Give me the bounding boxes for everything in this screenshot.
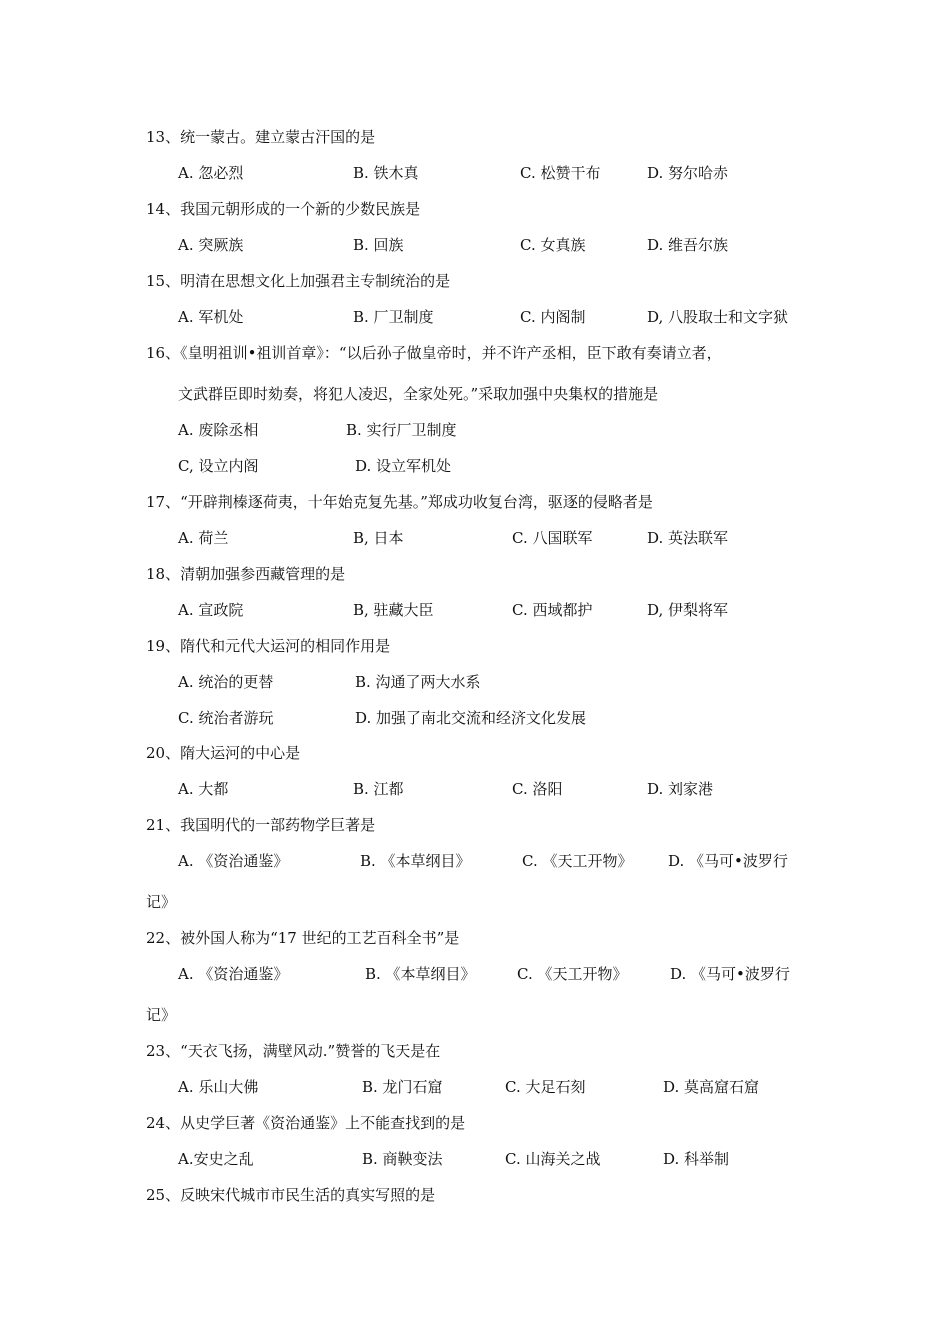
question-22-option-a: A. 《资治通鉴》 [178,965,289,983]
question-13-option-a: A. 忽必烈 [178,164,244,182]
question-19-option-b: B. 沟通了两大水系 [355,673,481,691]
question-13-stem: 13、统一蒙古。建立蒙古汗国的是 [146,128,376,146]
question-13-option-d: D. 努尔哈赤 [647,164,729,182]
question-14-stem: 14、我国元朝形成的一个新的少数民族是 [146,200,421,218]
question-20-option-c: C. 洛阳 [512,780,563,798]
question-19-stem: 19、隋代和元代大运河的相同作用是 [146,637,391,655]
question-21-stem: 21、我国明代的一部药物学巨著是 [146,816,376,834]
question-25-stem: 25、反映宋代城市市民生活的真实写照的是 [146,1186,436,1204]
question-23-option-d: D. 莫高窟石窟 [663,1078,760,1096]
question-16-option-b: B. 实行厂卫制度 [346,421,457,439]
question-22-option-d: D. 《马可•波罗行 [670,965,790,983]
question-15-option-d: D, 八股取士和文字狱 [647,308,789,326]
question-20-option-d: D. 刘家港 [647,780,714,798]
question-15-option-b: B. 厂卫制度 [353,308,434,326]
question-20-stem: 20、隋大运河的中心是 [146,744,301,762]
question-21-option-d-continued: 记》 [146,893,177,911]
question-18-option-d: D, 伊梨将军 [647,601,729,619]
question-16-option-a: A. 废除丞相 [178,421,259,439]
question-19-option-c: C. 统治者游玩 [178,709,274,727]
question-17-option-c: C. 八国联军 [512,529,593,547]
question-16-option-d: D. 设立军机处 [355,457,452,475]
question-13-option-b: B. 铁木真 [353,164,419,182]
question-17-stem: 17、“开辟荆榛逐荷夷，十年始克复先基。”郑成功收复台湾，驱逐的侵略者是 [146,493,653,511]
question-17-option-b: B, 日本 [353,529,404,547]
question-22-stem: 22、被外国人称为“17 世纪的工艺百科全书”是 [146,929,460,947]
question-17-option-a: A. 荷兰 [178,529,229,547]
question-21-option-b: B. 《本草纲目》 [360,852,471,870]
question-22-option-b: B. 《本草纲目》 [365,965,476,983]
question-24-option-a: A.安史之乱 [178,1150,254,1168]
question-19-option-d: D. 加强了南北交流和经济文化发展 [355,709,587,727]
question-18-option-a: A. 宣政院 [178,601,244,619]
question-16-stem: 16、《皇明祖训•祖训首章》：“以后孙子做皇帝时，并不许产丞相，臣下敢有奏请立者， [146,344,722,362]
question-23-stem: 23、“天衣飞扬，满壁风动.”赞誉的飞天是在 [146,1042,441,1060]
question-24-option-b: B. 商鞅变法 [362,1150,443,1168]
question-24-option-c: C. 山海关之战 [505,1150,601,1168]
question-23-option-b: B. 龙门石窟 [362,1078,443,1096]
question-22-option-d-continued: 记》 [146,1006,177,1024]
question-16-stem-continued: 文武群臣即时劾奏，将犯人凌迟，全家处死。”采取加强中央集权的措施是 [178,385,659,403]
question-15-stem: 15、明清在思想文化上加强君主专制统治的是 [146,272,451,290]
question-14-option-d: D. 维吾尔族 [647,236,729,254]
question-22-option-c: C. 《天工开物》 [517,965,628,983]
question-13-option-c: C. 松赞干布 [520,164,601,182]
question-21-option-c: C. 《天工开物》 [522,852,633,870]
question-24-option-d: D. 科举制 [663,1150,730,1168]
question-14-option-c: C. 女真族 [520,236,586,254]
question-17-option-d: D. 英法联军 [647,529,729,547]
question-23-option-c: C. 大足石刻 [505,1078,586,1096]
question-19-option-a: A. 统治的更替 [178,673,274,691]
question-21-option-d: D. 《马可•波罗行 [668,852,788,870]
question-18-option-c: C. 西域都护 [512,601,593,619]
question-18-stem: 18、清朝加强参西藏管理的是 [146,565,346,583]
question-23-option-a: A. 乐山大佛 [178,1078,259,1096]
question-18-option-b: B, 驻藏大臣 [353,601,434,619]
question-14-option-a: A. 突厥族 [178,236,244,254]
question-15-option-c: C. 内阁制 [520,308,586,326]
question-20-option-a: A. 大都 [178,780,229,798]
question-14-option-b: B. 回族 [353,236,404,254]
question-24-stem: 24、从史学巨著《资治通鉴》上不能查找到的是 [146,1114,466,1132]
question-21-option-a: A. 《资治通鉴》 [178,852,289,870]
question-15-option-a: A. 军机处 [178,308,244,326]
question-16-option-c: C, 设立内阁 [178,457,259,475]
question-20-option-b: B. 江都 [353,780,404,798]
